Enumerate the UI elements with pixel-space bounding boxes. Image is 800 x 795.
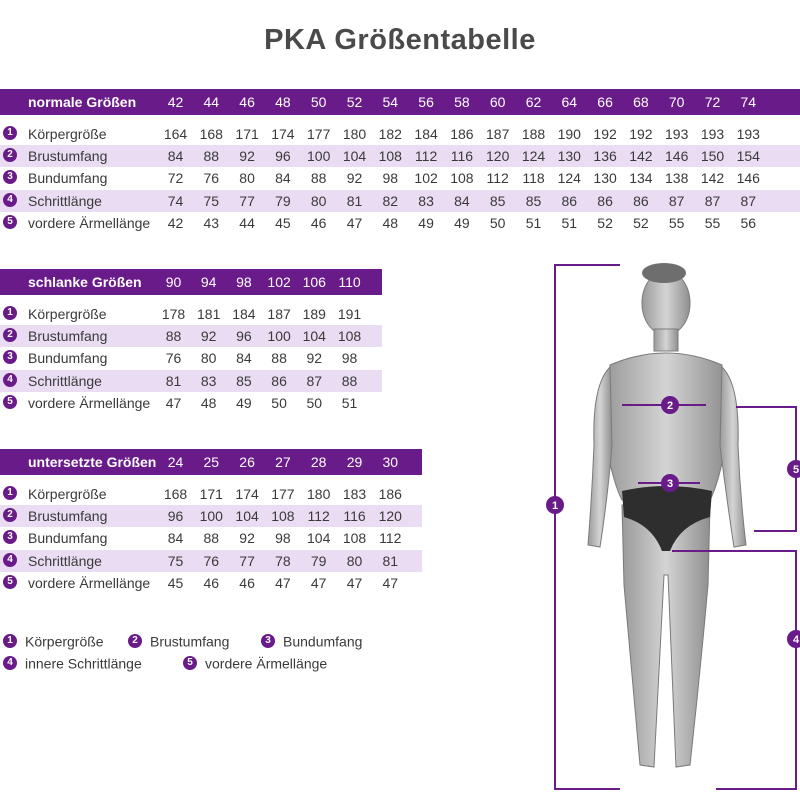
table-cell: 75 xyxy=(167,552,184,569)
table-cell: 187 xyxy=(486,126,510,142)
table-cell: 104 xyxy=(235,508,259,525)
legend-item xyxy=(3,632,104,649)
table-cell: 102 xyxy=(414,170,438,187)
marker-1: 1 xyxy=(551,500,559,512)
table-cell: 193 xyxy=(736,126,760,142)
size-header-cell: 66 xyxy=(597,94,613,110)
size-header-cell: 46 xyxy=(239,94,255,110)
size-header-cell: 48 xyxy=(275,94,291,110)
row-label: Brustumfang xyxy=(28,508,108,525)
size-header-cell: 42 xyxy=(167,94,184,110)
table-cell: 80 xyxy=(200,350,217,367)
table-cell: 51 xyxy=(525,214,542,231)
size-header-cell: 52 xyxy=(346,94,363,110)
table-cell: 92 xyxy=(346,170,363,187)
size-header-cell: 64 xyxy=(561,94,578,110)
table-cell: 84 xyxy=(167,530,184,547)
legend-item xyxy=(183,654,327,671)
size-header-cell: 90 xyxy=(165,274,182,290)
table-cell: 88 xyxy=(203,148,220,165)
size-table xyxy=(0,89,800,234)
table-cell: 98 xyxy=(275,530,291,547)
table-cell: 84 xyxy=(454,192,470,209)
table-cell: 112 xyxy=(307,508,330,525)
table-cell: 55 xyxy=(704,214,721,231)
row-number-badge: 4 xyxy=(3,373,17,387)
table-title: schlanke Größen xyxy=(28,274,142,290)
table-cell: 183 xyxy=(342,486,367,502)
table-cell: 81 xyxy=(346,192,363,209)
legend-number-badge: 2 xyxy=(128,634,142,648)
table-cell: 78 xyxy=(275,552,291,569)
table-cell: 48 xyxy=(382,214,399,231)
table-cell: 47 xyxy=(346,214,363,231)
table-row xyxy=(0,572,422,594)
table-cell: 118 xyxy=(522,170,545,187)
table-cell: 76 xyxy=(203,552,220,569)
row-number-badge: 5 xyxy=(3,215,17,229)
table-cell: 192 xyxy=(593,126,617,142)
table-cell: 87 xyxy=(740,192,757,209)
table-cell: 77 xyxy=(239,552,255,569)
legend-item xyxy=(128,632,229,649)
table-row xyxy=(0,145,800,167)
table-cell: 50 xyxy=(306,394,323,411)
table-row xyxy=(0,527,422,549)
table-cell: 116 xyxy=(343,508,366,525)
table-cell: 124 xyxy=(521,148,546,165)
table-cell: 112 xyxy=(486,170,509,187)
row-number-badge: 1 xyxy=(3,126,17,140)
table-cell: 44 xyxy=(239,214,255,231)
table-cell: 47 xyxy=(382,574,399,591)
table-cell: 142 xyxy=(629,148,653,165)
row-number-badge: 2 xyxy=(3,328,17,342)
table-title: untersetzte Größen xyxy=(28,454,157,470)
row-label: vordere Ärmellänge xyxy=(28,214,151,231)
size-header-cell: 29 xyxy=(346,454,363,470)
table-cell: 45 xyxy=(167,574,184,591)
table-cell: 92 xyxy=(239,148,255,165)
table-cell: 87 xyxy=(306,372,323,389)
table-row xyxy=(0,347,382,369)
table-cell: 104 xyxy=(342,148,367,165)
size-header-cell: 25 xyxy=(203,454,220,470)
table-cell: 72 xyxy=(167,170,184,187)
table-cell: 190 xyxy=(557,126,581,142)
table-cell: 87 xyxy=(704,192,721,209)
row-number-badge: 3 xyxy=(3,350,17,364)
size-table xyxy=(0,269,382,414)
legend-number-badge: 1 xyxy=(3,634,17,648)
size-header-cell: 106 xyxy=(302,274,326,290)
marker-3: 3 xyxy=(666,478,674,490)
row-label: Bundumfang xyxy=(28,530,108,547)
table-cell: 80 xyxy=(346,552,363,569)
table-cell: 96 xyxy=(236,328,252,345)
table-cell: 150 xyxy=(700,148,725,165)
table-cell: 49 xyxy=(236,394,252,411)
table-row xyxy=(0,483,422,505)
table-cell: 82 xyxy=(382,192,399,209)
row-label: Brustumfang xyxy=(28,328,108,345)
table-row xyxy=(0,167,800,189)
table-cell: 92 xyxy=(239,530,255,547)
table-cell: 74 xyxy=(167,192,184,209)
row-number-badge: 4 xyxy=(3,193,17,207)
table-cell: 92 xyxy=(200,328,217,345)
row-label: vordere Ärmellänge xyxy=(28,394,151,411)
row-label: Schrittlänge xyxy=(28,552,102,569)
table-cell: 47 xyxy=(165,394,182,411)
table-cell: 79 xyxy=(275,192,291,209)
table-cell: 180 xyxy=(342,126,367,142)
row-number-badge: 5 xyxy=(3,575,17,589)
table-cell: 49 xyxy=(418,214,434,231)
table-cell: 85 xyxy=(525,192,542,209)
table-cell: 46 xyxy=(310,214,327,231)
table-cell: 136 xyxy=(593,148,617,165)
table-cell: 100 xyxy=(267,328,291,345)
table-cell: 186 xyxy=(450,126,474,142)
table-cell: 108 xyxy=(337,328,362,345)
legend-number-badge: 5 xyxy=(183,656,197,670)
table-cell: 120 xyxy=(378,508,402,525)
table-cell: 47 xyxy=(275,574,291,591)
size-header-cell: 60 xyxy=(489,94,506,110)
table-cell: 193 xyxy=(700,126,725,142)
table-cell: 112 xyxy=(379,530,402,547)
body-figure xyxy=(540,255,800,795)
table-cell: 146 xyxy=(665,148,689,165)
size-header-cell: 70 xyxy=(668,94,685,110)
table-cell: 81 xyxy=(165,372,182,389)
row-number-badge: 3 xyxy=(3,530,17,544)
table-cell: 49 xyxy=(454,214,470,231)
table-row xyxy=(0,325,382,347)
legend-number-badge: 3 xyxy=(261,634,275,648)
table-cell: 96 xyxy=(275,148,291,165)
table-cell: 104 xyxy=(307,530,331,547)
table-cell: 174 xyxy=(271,126,295,142)
row-number-badge: 1 xyxy=(3,306,17,320)
table-cell: 187 xyxy=(267,306,291,322)
table-row xyxy=(0,505,422,527)
table-cell: 142 xyxy=(700,170,725,187)
table-row xyxy=(0,190,800,212)
table-cell: 50 xyxy=(489,214,506,231)
table-row xyxy=(0,392,382,414)
legend-label: vordere Ärmellänge xyxy=(205,655,328,672)
table-cell: 130 xyxy=(593,170,617,187)
table-header xyxy=(0,449,422,475)
marker-4: 4 xyxy=(792,634,800,646)
size-header-cell: 58 xyxy=(454,94,470,110)
table-cell: 116 xyxy=(450,148,474,165)
table-cell: 83 xyxy=(200,372,217,389)
marker-5: 5 xyxy=(792,464,800,476)
table-cell: 120 xyxy=(486,148,510,165)
table-cell: 108 xyxy=(450,170,474,187)
table-cell: 84 xyxy=(236,350,252,367)
table-cell: 42 xyxy=(167,214,184,231)
row-label: Körpergröße xyxy=(28,306,107,322)
legend xyxy=(0,632,520,676)
table-cell: 52 xyxy=(597,214,613,231)
size-header-cell: 54 xyxy=(382,94,399,110)
table-row xyxy=(0,550,422,572)
table-cell: 92 xyxy=(306,350,323,367)
table-cell: 47 xyxy=(346,574,363,591)
legend-number-badge: 4 xyxy=(3,656,17,670)
table-cell: 146 xyxy=(736,170,760,187)
table-cell: 84 xyxy=(167,148,184,165)
table-cell: 98 xyxy=(341,350,358,367)
table-cell: 86 xyxy=(271,372,287,389)
table-cell: 47 xyxy=(310,574,327,591)
table-cell: 186 xyxy=(378,486,402,502)
row-number-badge: 1 xyxy=(3,486,17,500)
table-cell: 88 xyxy=(310,170,327,187)
size-header-cell: 98 xyxy=(236,274,252,290)
table-cell: 180 xyxy=(307,486,331,502)
size-header-cell: 56 xyxy=(418,94,434,110)
table-cell: 80 xyxy=(239,170,255,187)
hair xyxy=(642,263,686,283)
table-cell: 52 xyxy=(633,214,649,231)
row-label: Bundumfang xyxy=(28,350,108,367)
table-cell: 174 xyxy=(235,486,259,502)
legend-item xyxy=(261,632,362,649)
row-number-badge: 5 xyxy=(3,395,17,409)
table-cell: 112 xyxy=(414,148,438,165)
table-cell: 184 xyxy=(232,306,256,322)
table-cell: 108 xyxy=(342,530,367,547)
marker-2: 2 xyxy=(666,400,674,412)
table-title: normale Größen xyxy=(28,94,137,110)
table-cell: 86 xyxy=(561,192,578,209)
table-cell: 108 xyxy=(378,148,402,165)
table-cell: 177 xyxy=(307,126,331,142)
row-label: Körpergröße xyxy=(28,126,107,142)
size-header-cell: 110 xyxy=(338,274,361,290)
table-cell: 55 xyxy=(668,214,685,231)
table-cell: 51 xyxy=(561,214,578,231)
table-cell: 43 xyxy=(203,214,220,231)
size-header-cell: 102 xyxy=(267,274,291,290)
table-cell: 88 xyxy=(165,328,182,345)
table-cell: 191 xyxy=(337,306,362,322)
table-cell: 76 xyxy=(165,350,182,367)
row-label: Körpergröße xyxy=(28,486,107,502)
legend-label: Brustumfang xyxy=(150,633,230,650)
body-figure-illustration xyxy=(540,255,800,795)
table-cell: 84 xyxy=(275,170,291,187)
table-cell: 184 xyxy=(414,126,438,142)
table-cell: 46 xyxy=(239,574,255,591)
row-label: Schrittlänge xyxy=(28,372,102,389)
table-cell: 124 xyxy=(557,170,581,187)
legend-label: innere Schrittlänge xyxy=(25,655,142,672)
table-cell: 96 xyxy=(167,508,184,525)
size-header-cell: 50 xyxy=(310,94,327,110)
size-header-cell: 24 xyxy=(167,454,184,470)
table-row xyxy=(0,123,800,145)
table-cell: 83 xyxy=(418,192,434,209)
table-cell: 134 xyxy=(629,170,653,187)
legend-item xyxy=(3,654,142,671)
table-cell: 178 xyxy=(161,306,186,322)
table-cell: 168 xyxy=(199,126,223,142)
table-cell: 86 xyxy=(633,192,649,209)
table-cell: 181 xyxy=(197,306,221,322)
size-header-cell: 26 xyxy=(239,454,255,470)
table-cell: 77 xyxy=(239,192,255,209)
table-cell: 177 xyxy=(271,486,295,502)
table-cell: 168 xyxy=(163,486,188,502)
table-cell: 171 xyxy=(199,486,223,502)
table-cell: 189 xyxy=(302,306,326,322)
table-cell: 80 xyxy=(310,192,327,209)
row-label: Brustumfang xyxy=(28,148,108,165)
table-cell: 81 xyxy=(382,552,399,569)
size-table xyxy=(0,449,422,594)
size-header-cell: 28 xyxy=(310,454,327,470)
table-cell: 130 xyxy=(557,148,581,165)
table-cell: 51 xyxy=(341,394,358,411)
table-cell: 182 xyxy=(378,126,402,142)
table-cell: 188 xyxy=(521,126,546,142)
row-label: vordere Ärmellänge xyxy=(28,574,151,591)
table-cell: 76 xyxy=(203,170,220,187)
table-header xyxy=(0,269,382,295)
legend-label: Körpergröße xyxy=(25,633,104,650)
row-label: Schrittlänge xyxy=(28,192,102,209)
table-cell: 87 xyxy=(668,192,685,209)
table-cell: 164 xyxy=(163,126,188,142)
table-cell: 104 xyxy=(302,328,326,345)
row-label: Bundumfang xyxy=(28,170,108,187)
table-cell: 138 xyxy=(665,170,689,187)
size-header-cell: 27 xyxy=(275,454,291,470)
table-header xyxy=(0,89,800,115)
table-cell: 75 xyxy=(203,192,220,209)
table-cell: 50 xyxy=(271,394,287,411)
table-cell: 108 xyxy=(271,508,295,525)
size-header-cell: 44 xyxy=(203,94,220,110)
table-cell: 45 xyxy=(275,214,291,231)
table-cell: 46 xyxy=(203,574,220,591)
table-cell: 154 xyxy=(736,148,760,165)
table-row xyxy=(0,212,800,234)
table-cell: 100 xyxy=(307,148,331,165)
legend-label: Bundumfang xyxy=(283,633,363,650)
table-row xyxy=(0,370,382,392)
size-header-cell: 62 xyxy=(525,94,542,110)
row-number-badge: 3 xyxy=(3,170,17,184)
table-cell: 100 xyxy=(199,508,223,525)
table-cell: 48 xyxy=(200,394,217,411)
table-cell: 85 xyxy=(236,372,252,389)
table-cell: 86 xyxy=(597,192,613,209)
size-header-cell: 30 xyxy=(382,454,399,470)
size-header-cell: 68 xyxy=(633,94,649,110)
table-cell: 88 xyxy=(203,530,220,547)
table-cell: 98 xyxy=(382,170,399,187)
size-header-cell: 74 xyxy=(740,94,757,110)
table-cell: 193 xyxy=(665,126,689,142)
size-header-cell: 72 xyxy=(704,94,721,110)
table-cell: 56 xyxy=(740,214,757,231)
table-cell: 192 xyxy=(629,126,653,142)
table-row xyxy=(0,303,382,325)
size-header-cell: 94 xyxy=(200,274,217,290)
table-cell: 88 xyxy=(271,350,287,367)
table-cell: 79 xyxy=(310,552,327,569)
table-cell: 85 xyxy=(489,192,506,209)
table-cell: 88 xyxy=(341,372,358,389)
row-number-badge: 2 xyxy=(3,148,17,162)
row-number-badge: 2 xyxy=(3,508,17,522)
row-number-badge: 4 xyxy=(3,553,17,567)
page-title: PKA Größentabelle xyxy=(264,24,536,56)
table-cell: 171 xyxy=(235,126,259,142)
